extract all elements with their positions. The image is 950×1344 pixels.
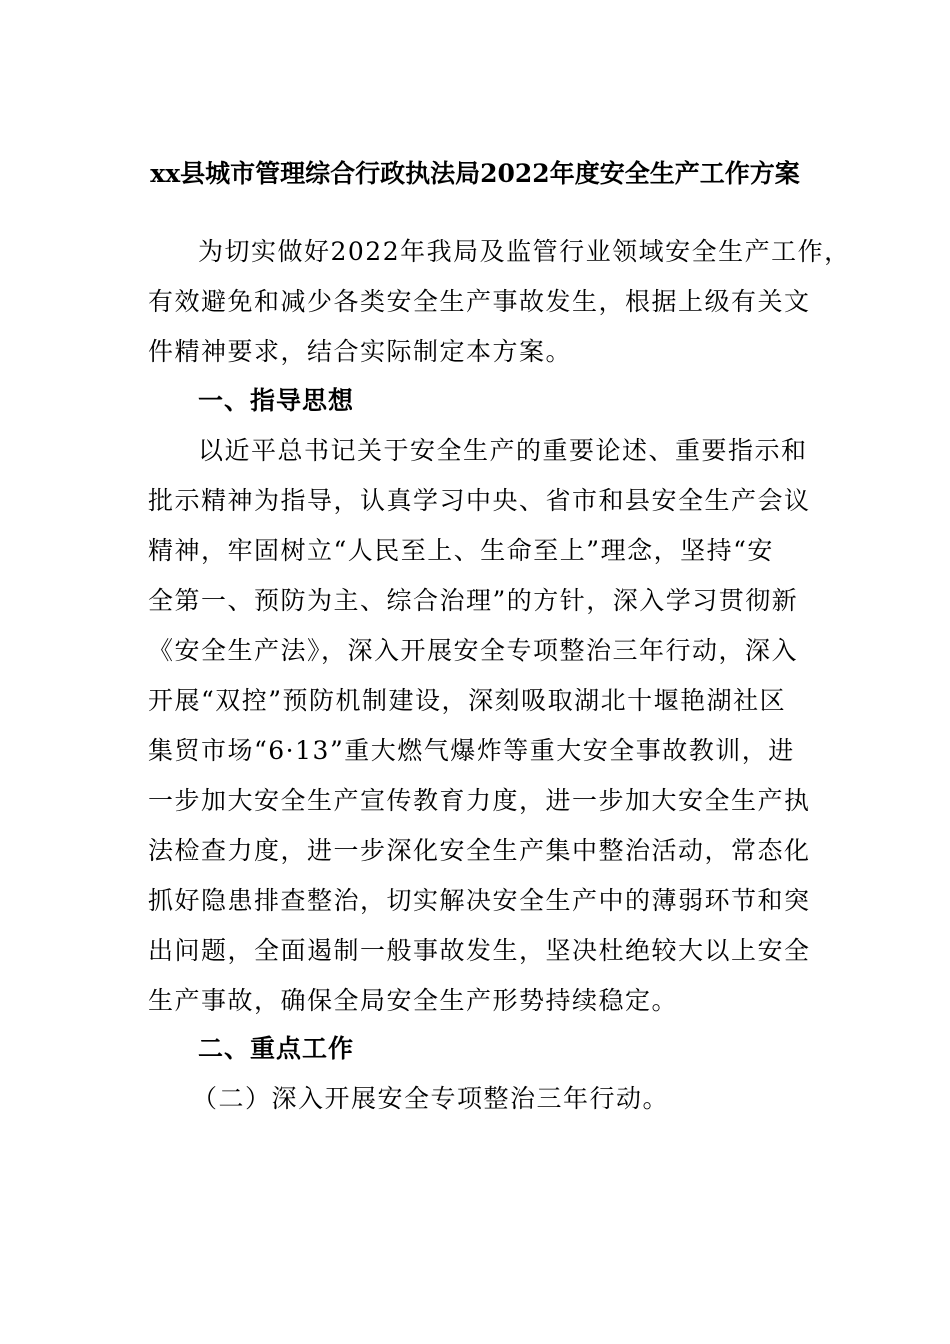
- section-line: 一步加大安全生产宣传教育力度，进一步加大安全生产执: [148, 786, 811, 815]
- section-line: 批示精神为指导，认真学习中央、省市和县安全生产会议: [148, 486, 811, 515]
- section-line: 集贸市场“6·13”重大燃气爆炸等重大安全事故教训，进: [148, 736, 795, 765]
- intro-paragraph: [148, 227, 851, 377]
- intro-line: 为切实做好2022年我局及监管行业领域安全生产工作，: [198, 237, 851, 266]
- section-line: 生产事故，确保全局安全生产形势持续稳定。: [148, 986, 679, 1015]
- section-line: 以近平总书记关于安全生产的重要论述、重要指示和: [198, 436, 808, 465]
- section-line: 抓好隐患排查整治，切实解决安全生产中的薄弱环节和突: [148, 886, 811, 915]
- section-key-work: [148, 1024, 804, 1124]
- section-guiding-thought: [148, 376, 811, 1026]
- intro-line: 有效避免和减少各类安全生产事故发生，根据上级有关文: [148, 287, 811, 316]
- section-heading: 二、重点工作: [198, 1034, 355, 1063]
- section-line: 开展“双控”预防机制建设，深刻吸取湖北十堰艳湖社区: [148, 686, 787, 715]
- subsection-heading: （二）深入开展安全专项整治三年行动。: [192, 1084, 670, 1113]
- section-line: 精神，牢固树立“人民至上、生命至上”理念，坚持“安: [148, 536, 774, 565]
- section-line: 法检查力度，进一步深化安全生产集中整治活动，常态化: [148, 836, 811, 865]
- section-line: 《安全生产法》，深入开展安全专项整治三年行动，深入: [148, 636, 799, 665]
- section-heading: 一、指导思想: [198, 386, 355, 415]
- section-line: 出问题，全面遏制一般事故发生，坚决杜绝较大以上安全: [148, 936, 811, 965]
- document-title: xx县城市管理综合行政执法局2022年度安全生产工作方案: [150, 159, 800, 188]
- section-line: 全第一、预防为主、综合治理”的方针，深入学习贯彻新: [148, 586, 799, 615]
- intro-line: 件精神要求，结合实际制定本方案。: [148, 337, 573, 366]
